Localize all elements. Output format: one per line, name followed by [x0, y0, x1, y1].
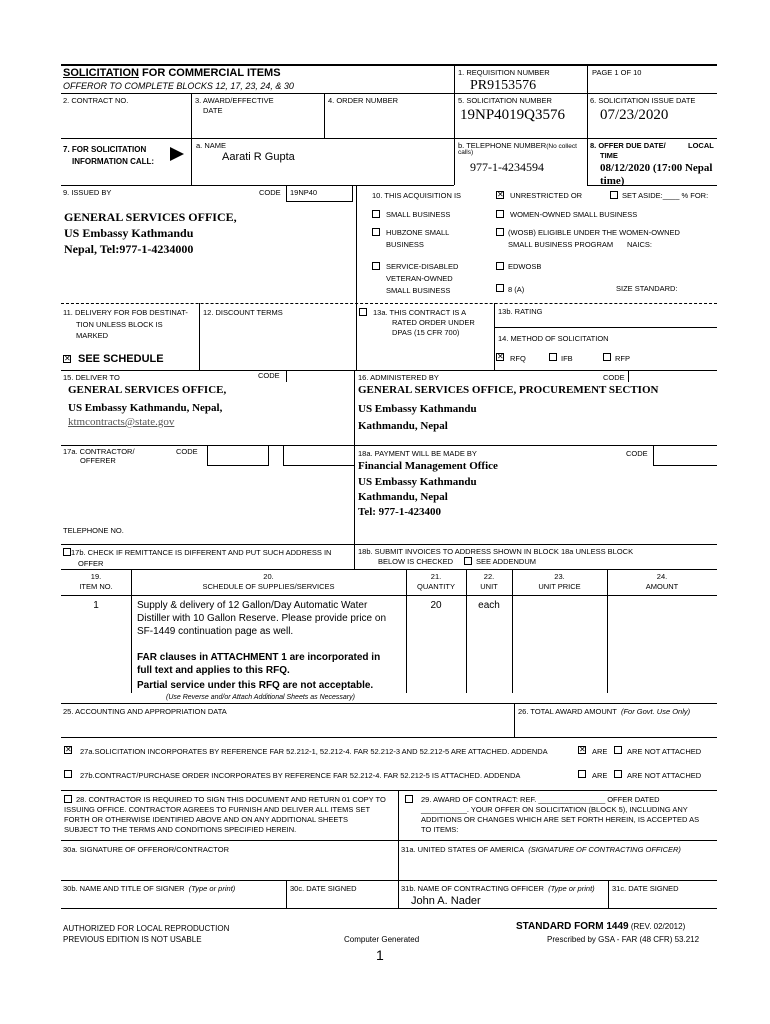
col-quantity-num: 21.	[430, 572, 442, 581]
col-quantity-header: QUANTITY	[417, 582, 455, 591]
see-schedule-label: SEE SCHEDULE	[78, 353, 164, 365]
solicitation-27a-checkbox[interactable]: ✕	[65, 745, 72, 754]
divider	[512, 569, 513, 693]
rating-label: 13b. RATING	[498, 307, 543, 316]
rated-order-checkbox[interactable]	[359, 308, 367, 316]
payment-label: 18a. PAYMENT WILL BE MADE BY	[358, 449, 477, 458]
us-signature-text: 31a. UNITED STATES OF AMERICA	[401, 845, 525, 854]
contractor-code-label: CODE	[176, 447, 198, 456]
deliver-to-email-link[interactable]: ktmcontracts@state.gov	[68, 416, 175, 428]
acquisition-label: 10. THIS ACQUISITION IS	[372, 191, 462, 200]
hubzone-checkbox[interactable]	[372, 228, 380, 236]
contact-name-value: Aarati R Gupta	[222, 151, 295, 163]
far-clause-line-3: Partial service under this RFQ are not acceptable.	[137, 680, 374, 691]
set-aside-label	[622, 191, 708, 200]
col-price-header: UNIT PRICE	[538, 582, 581, 591]
sdvosb-checkbox[interactable]	[372, 262, 380, 270]
award-line-1: 29. AWARD OF CONTRACT: REF. ________________ OFFER DATED	[421, 795, 660, 804]
line-item-number: 1	[93, 600, 99, 611]
divider	[514, 703, 515, 737]
divider	[61, 303, 717, 304]
contract-no-label: 2. CONTRACT NO.	[63, 96, 129, 105]
divider	[61, 595, 717, 596]
naics-label: NAICS:	[627, 240, 653, 249]
issue-date-value: 07/23/2020	[600, 107, 669, 123]
line-item-desc-2: Distiller with 10 Gallon Reserve. Please provide price on	[137, 613, 387, 624]
payment-line-1: Financial Management Office	[358, 460, 498, 472]
footer-previous-edition: PREVIOUS EDITION IS NOT USABLE	[63, 935, 202, 944]
issued-by-line-2: US Embassy Kathmandu	[64, 226, 194, 240]
page-number: 1	[376, 947, 384, 963]
col-amount-num: 24.	[656, 572, 668, 581]
sdvosb-label-2: VETERAN-OWNED	[386, 274, 453, 283]
wosb-label-1: (WOSB) ELIGIBLE UNDER THE WOMEN-OWNED	[508, 228, 680, 237]
divider	[286, 880, 287, 908]
divider	[454, 138, 455, 185]
col-price-num: 23.	[554, 572, 565, 581]
contract-27b-checkbox[interactable]	[64, 770, 72, 778]
rated-order-label-2: RATED ORDER UNDER	[392, 318, 475, 327]
us-signature-note: (SIGNATURE OF CONTRACTING OFFICER)	[528, 845, 681, 854]
form-title-underlined: SOLICITATION	[63, 67, 139, 79]
offer-due-label-local: LOCAL	[688, 141, 714, 150]
contractor-label-2: OFFERER	[80, 456, 116, 465]
remittance-label-1: 17b. CHECK IF REMITTANCE IS DIFFERENT AND PUT SUCH ADDRESS IN	[71, 548, 332, 557]
line-item-quantity: 20	[430, 600, 442, 611]
divider	[61, 703, 717, 704]
form-title	[63, 67, 281, 79]
contractor-code-box[interactable]	[207, 445, 269, 466]
officer-name-text: 31b. NAME OF CONTRACTING OFFICER	[401, 884, 544, 893]
col-unit-num: 22.	[483, 572, 495, 581]
divider	[286, 370, 287, 382]
ifb-checkbox[interactable]	[549, 353, 557, 361]
divider	[398, 790, 399, 908]
divider	[61, 138, 717, 139]
addenda-27b-are-label: ARE	[592, 771, 608, 780]
offer-due-label-2: TIME	[600, 151, 618, 160]
issued-by-label: 9. ISSUED BY	[63, 188, 112, 197]
offer-due-value-1: 08/12/2020 (17:00 Nepal	[600, 162, 713, 174]
divider	[494, 327, 717, 328]
telephone-label	[458, 141, 577, 150]
divider	[191, 138, 192, 185]
divider	[587, 185, 717, 186]
set-aside-pct: ____ % FOR:	[662, 191, 709, 200]
divider	[628, 370, 629, 382]
facility-code-box[interactable]	[283, 445, 354, 466]
divider	[61, 544, 717, 545]
divider	[356, 303, 357, 370]
divider	[61, 790, 717, 791]
wosb-checkbox[interactable]	[496, 228, 504, 236]
contractor-sign-line-2: ISSUING OFFICE. CONTRACTOR AGREES TO FURNISH AND DELIVER ALL ITEMS SET	[64, 805, 371, 814]
award-line-2: ___________. YOUR OFFER ON SOLICITATION (BLOCK 5), INCLUDING ANY	[421, 805, 688, 814]
info-call-label-2: INFORMATION CALL:	[72, 157, 155, 166]
offeror-signature-label: 30a. SIGNATURE OF OFFEROR/CONTRACTOR	[63, 845, 229, 854]
addenda-27b-not-checkbox[interactable]	[614, 770, 622, 778]
issue-date-label: 6. SOLICITATION ISSUE DATE	[590, 96, 696, 105]
divider	[61, 737, 717, 738]
form-title-rest: FOR COMMERCIAL ITEMS	[138, 67, 281, 79]
rfq-label: RFQ	[510, 354, 526, 363]
telephone-no-label: TELEPHONE NO.	[63, 526, 124, 535]
info-call-label-1: 7. FOR SOLICITATION	[63, 145, 147, 154]
wosb-label-2: SMALL BUSINESS PROGRAM	[508, 240, 614, 249]
issued-by-code-label: CODE	[259, 188, 281, 197]
divider	[354, 445, 355, 570]
officer-date-label: 31c. DATE SIGNED	[612, 884, 679, 893]
deliver-to-line-1: GENERAL SERVICES OFFICE,	[68, 384, 227, 396]
addenda-27b-not-label: ARE NOT ATTACHED	[627, 771, 702, 780]
divider	[607, 569, 608, 693]
delivery-fob-label-1: 11. DELIVERY FOR FOB DESTINAT-	[63, 308, 188, 317]
issued-by-line-1: GENERAL SERVICES OFFICE,	[64, 210, 237, 224]
administered-by-label: 16. ADMINISTERED BY	[358, 373, 439, 382]
reverse-sheets-note: (Use Reverse and/or Attach Additional Sheets as Necessary)	[166, 694, 355, 701]
deliver-to-label: 15. DELIVER TO	[63, 373, 120, 382]
solicitation-27a-label: 27a.SOLICITATION INCORPORATES BY REFERENCE FAR 52.212-1, 52.212-4. FAR 52.212-3 AND 52.212-5 ARE ATTACHED. ADDENDA	[80, 747, 548, 756]
officer-name-value: John A. Nader	[411, 895, 481, 907]
rated-order-label-1: 13a. THIS CONTRACT IS A	[373, 308, 467, 317]
divider	[61, 445, 717, 446]
rfp-checkbox[interactable]	[603, 353, 611, 361]
administered-line-2: US Embassy Kathmandu	[358, 403, 477, 415]
telephone-value: 977-1-4234594	[470, 160, 544, 174]
award-checkbox[interactable]	[405, 795, 413, 803]
signer-name-note: (Type or print)	[188, 884, 236, 893]
total-award-note: (For Govt. Use Only)	[620, 707, 691, 716]
footer-computer-generated: Computer Generated	[344, 935, 420, 944]
divider	[587, 138, 588, 185]
administered-line-1: GENERAL SERVICES OFFICE, PROCUREMENT SECTION	[358, 384, 659, 396]
set-aside-checkbox[interactable]	[610, 191, 618, 199]
divider	[199, 303, 200, 370]
solicitation-number-value: 19NP4019Q3576	[460, 107, 566, 123]
arrow-right-icon	[170, 147, 184, 161]
delivery-fob-label-2: TION UNLESS BLOCK IS	[76, 320, 163, 329]
divider	[406, 569, 407, 693]
divider	[61, 370, 717, 371]
footer-form-number: STANDARD FORM 1449	[516, 921, 629, 932]
divider	[61, 185, 454, 186]
see-addendum-checkbox[interactable]	[464, 557, 472, 565]
contractor-sign-line-1: 28. CONTRACTOR IS REQUIRED TO SIGN THIS DOCUMENT AND RETURN 01 COPY TO	[76, 795, 386, 804]
divider	[454, 93, 455, 138]
contractor-label-1: 17a. CONTRACTOR/	[63, 447, 135, 456]
small-business-label: SMALL BUSINESS	[386, 210, 451, 219]
hubzone-label-1: HUBZONE SMALL	[386, 228, 450, 237]
administered-code-label: CODE	[603, 373, 625, 382]
far-clause-line-2: full text and applies to this RFQ.	[137, 665, 290, 676]
divider	[61, 880, 717, 881]
women-owned-label: WOMEN-OWNED SMALL BUSINESS	[510, 210, 638, 219]
line-item-desc-1: Supply & delivery of 12 Gallon/Day Automatic Water	[137, 600, 368, 611]
remittance-checkbox[interactable]	[63, 548, 71, 556]
rfq-checkbox[interactable]: ✕	[497, 352, 504, 361]
divider	[587, 93, 588, 138]
edwosb-checkbox[interactable]	[496, 262, 504, 270]
page-count: PAGE 1 OF 10	[592, 68, 642, 77]
officer-name-label	[401, 884, 595, 893]
hubzone-label-2: BUSINESS	[386, 240, 424, 249]
rfp-label: RFP	[615, 354, 630, 363]
method-label: 14. METHOD OF SOLICITATION	[498, 334, 609, 343]
telephone-label-note: (No collect	[546, 143, 577, 150]
line-item-unit: each	[478, 600, 500, 611]
requisition-number-value: PR9153576	[470, 78, 537, 93]
deliver-to-code-label: CODE	[258, 371, 280, 380]
divider	[61, 569, 717, 570]
unrestricted-label: UNRESTRICTED OR	[510, 191, 583, 200]
addenda-27a-are-label: ARE	[592, 747, 608, 756]
col-item-header: ITEM NO.	[79, 582, 113, 591]
eight-a-checkbox[interactable]	[496, 284, 504, 292]
payment-line-3: Kathmandu, Nepal	[358, 491, 448, 503]
signer-date-label: 30c. DATE SIGNED	[290, 884, 357, 893]
edwosb-label: EDWOSB	[508, 262, 542, 271]
payment-code-box[interactable]	[653, 445, 717, 466]
form-subtitle: OFFEROR TO COMPLETE BLOCKS 12, 17, 23, 24, & 30	[63, 81, 294, 91]
divider	[494, 303, 495, 370]
offer-due-label-1: 8. OFFER DUE DATE/	[590, 141, 666, 150]
telephone-label-calls: calls)	[458, 149, 474, 156]
addenda-27b-are-checkbox[interactable]	[578, 770, 586, 778]
col-amount-header: AMOUNT	[645, 582, 679, 591]
payment-line-2: US Embassy Kathmandu	[358, 476, 477, 488]
award-line-4: TO ITEMS:	[421, 825, 459, 834]
col-schedule-header: SCHEDULE OF SUPPLIES/SERVICES	[202, 582, 335, 591]
divider	[324, 93, 325, 138]
col-item-num: 19.	[90, 572, 102, 581]
col-unit-header: UNIT	[480, 582, 498, 591]
award-date-label-1: 3. AWARD/EFFECTIVE	[195, 96, 274, 105]
telephone-label-text: b. TELEPHONE NUMBER	[458, 141, 547, 150]
issued-by-code-value: 19NP40	[290, 188, 318, 197]
accounting-label: 25. ACCOUNTING AND APPROPRIATION DATA	[63, 707, 227, 716]
divider	[466, 569, 467, 693]
payment-code-label: CODE	[626, 449, 648, 458]
delivery-fob-label-3: MARKED	[76, 331, 109, 340]
divider	[131, 569, 132, 693]
form-top-border	[61, 64, 717, 66]
ifb-label: IFB	[561, 354, 573, 363]
award-date-label-2: DATE	[203, 106, 223, 115]
contractor-sign-checkbox[interactable]	[64, 795, 72, 803]
solicitation-number-label: 5. SOLICITATION NUMBER	[458, 96, 552, 105]
sdvosb-label-1: SERVICE-DISABLED	[386, 262, 459, 271]
invoice-label-2: BELOW IS CHECKED	[378, 557, 454, 566]
footer-form-rev: (REV. 02/2012)	[628, 922, 686, 931]
footer-prescribed: Prescribed by GSA - FAR (48 CFR) 53.212	[547, 935, 700, 944]
addenda-27a-not-checkbox[interactable]	[614, 746, 622, 754]
divider	[191, 93, 192, 138]
line-item-desc-3: SF-1449 continuation page as well.	[137, 626, 294, 637]
see-addendum-label: SEE ADDENDUM	[476, 557, 537, 566]
addenda-27a-not-label: ARE NOT ATTACHED	[627, 747, 702, 756]
footer-form-name	[516, 921, 685, 932]
divider	[61, 93, 717, 94]
divider	[356, 185, 357, 303]
payment-line-4: Tel: 977-1-423400	[358, 506, 442, 518]
footer-authorized: AUTHORIZED FOR LOCAL REPRODUCTION	[63, 924, 230, 933]
women-owned-checkbox[interactable]	[496, 210, 504, 218]
requisition-number-label: 1. REQUISITION NUMBER	[458, 68, 550, 77]
rated-order-label-3: DPAS (15 CFR 700)	[392, 328, 460, 337]
signer-name-text: 30b. NAME AND TITLE OF SIGNER	[63, 884, 185, 893]
eight-a-label: 8 (A)	[508, 285, 525, 294]
divider	[608, 880, 609, 908]
small-business-checkbox[interactable]	[372, 210, 380, 218]
total-award-text: 26. TOTAL AWARD AMOUNT	[518, 707, 617, 716]
divider	[354, 370, 355, 445]
contact-name-label: a. NAME	[196, 141, 227, 150]
contract-27b-label: 27b.CONTRACT/PURCHASE ORDER INCORPORATES BY REFERENCE FAR 52.212-4. FAR 52.212-5 IS ATTACHED. ADDENDA	[80, 771, 521, 780]
offer-due-value-2: time)	[600, 175, 625, 187]
col-schedule-num: 20.	[263, 572, 274, 581]
addenda-27a-are-checkbox[interactable]: ✕	[579, 745, 586, 754]
us-signature-label	[401, 845, 681, 854]
invoice-label-1: 18b. SUBMIT INVOICES TO ADDRESS SHOWN IN BLOCK 18a UNLESS BLOCK	[358, 547, 634, 556]
award-line-3: ADDITIONS OR CHANGES WHICH ARE SET FORTH HEREIN, IS ACCEPTED AS	[421, 815, 700, 824]
sdvosb-label-3: SMALL BUSINESS	[386, 286, 451, 295]
unrestricted-checkbox[interactable]: ✕	[497, 190, 504, 199]
discount-terms-label: 12. DISCOUNT TERMS	[203, 308, 283, 317]
remittance-label-2: OFFER	[78, 559, 104, 568]
officer-name-note: (Type or print)	[548, 884, 595, 893]
administered-line-3: Kathmandu, Nepal	[358, 420, 448, 432]
order-number-label: 4. ORDER NUMBER	[328, 96, 399, 105]
contractor-sign-line-4: SUBJECT TO THE TERMS AND CONDITIONS SPECIFIED HEREIN.	[64, 825, 297, 834]
size-standard-label: SIZE STANDARD:	[616, 284, 678, 293]
contractor-sign-line-3: FORTH OR OTHERWISE IDENTIFIED ABOVE AND ON ANY ADDITIONAL SHEETS	[64, 815, 348, 824]
issued-by-line-3: Nepal, Tel:977-1-4234000	[64, 242, 194, 256]
total-award-label	[518, 707, 690, 716]
far-clause-line-1: FAR clauses in ATTACHMENT 1 are incorporated in	[137, 652, 381, 663]
divider	[61, 840, 717, 841]
divider	[61, 908, 717, 909]
deliver-to-line-2: US Embassy Kathmandu, Nepal,	[68, 402, 223, 414]
signer-name-label	[63, 884, 235, 893]
set-aside-text: SET ASIDE:	[622, 191, 663, 200]
see-schedule-checkbox[interactable]: ✕	[64, 354, 71, 363]
